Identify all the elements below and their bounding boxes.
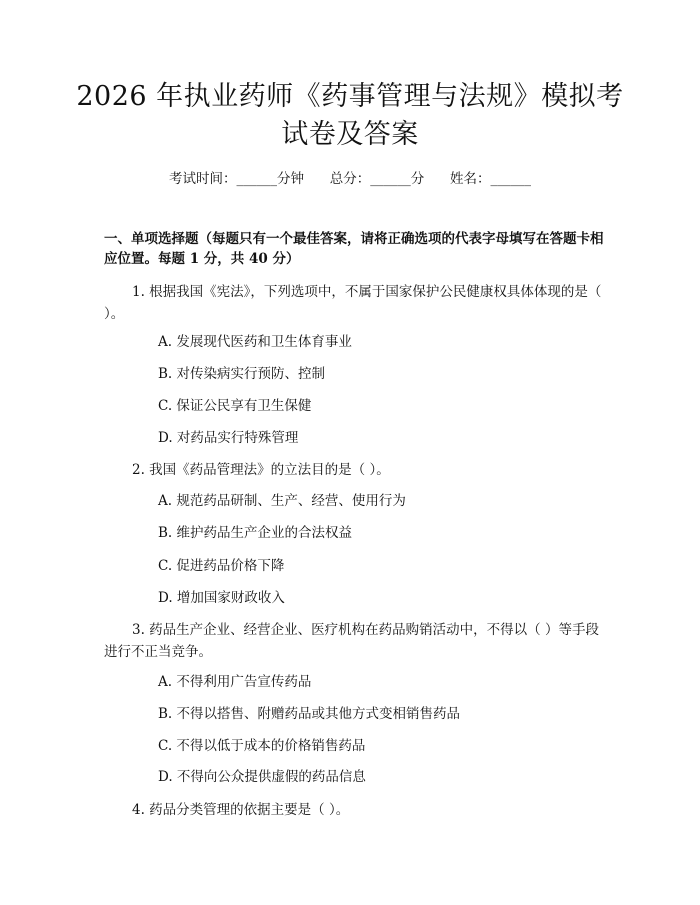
question-2-option-b: B. 维护药品生产企业的合法权益 — [158, 525, 353, 541]
question-2-option-a: A. 规范药品研制、生产、经营、使用行为 — [158, 493, 406, 509]
question-1-option-d: D. 对药品实行特殊管理 — [158, 430, 299, 446]
question-3-option-d: D. 不得向公众提供虚假的药品信息 — [158, 769, 366, 785]
question-3-option-b: B. 不得以搭售、附赠药品或其他方式变相销售药品 — [158, 706, 461, 722]
question-3-option-c: C. 不得以低于成本的价格销售药品 — [158, 738, 366, 754]
page-title — [70, 78, 630, 154]
question-3-option-a: A. 不得利用广告宣传药品 — [158, 674, 312, 690]
section-heading-single-choice: 一、单项选择题（每题只有一个最佳答案，请将正确选项的代表字母填写在答题卡相应位置。每题 1 分，共 40 分） — [104, 231, 604, 267]
question-1-option-b: B. 对传染病实行预防、控制 — [158, 366, 326, 382]
question-2-option-c: C. 促进药品价格下降 — [158, 558, 285, 574]
question-2-option-d: D. 增加国家财政收入 — [158, 590, 285, 606]
title-line-2: 试卷及答案 — [281, 119, 419, 150]
question-1-option-c: C. 保证公民享有卫生保健 — [158, 398, 312, 414]
question-1-option-a: A. 发展现代医药和卫生体育事业 — [158, 334, 352, 350]
question-2: 2. 我国《药品管理法》的立法目的是（ ）。 — [132, 462, 390, 478]
question-4: 4. 药品分类管理的依据主要是（ ）。 — [132, 802, 350, 818]
question-3: 3. 药品生产企业、经营企业、医疗机构在药品购销活动中，不得以（ ）等手段进行不正当竞争。 — [104, 622, 599, 660]
question-1: 1. 根据我国《宪法》，下列选项中，不属于国家保护公民健康权具体体现的是（ ）。 — [104, 284, 602, 322]
title-line-1: 2026 年执业药师《药事管理与法规》模拟考 — [76, 81, 624, 112]
exam-info-line: 考试时间：______分钟 总分：______分 姓名：______ — [169, 171, 531, 187]
